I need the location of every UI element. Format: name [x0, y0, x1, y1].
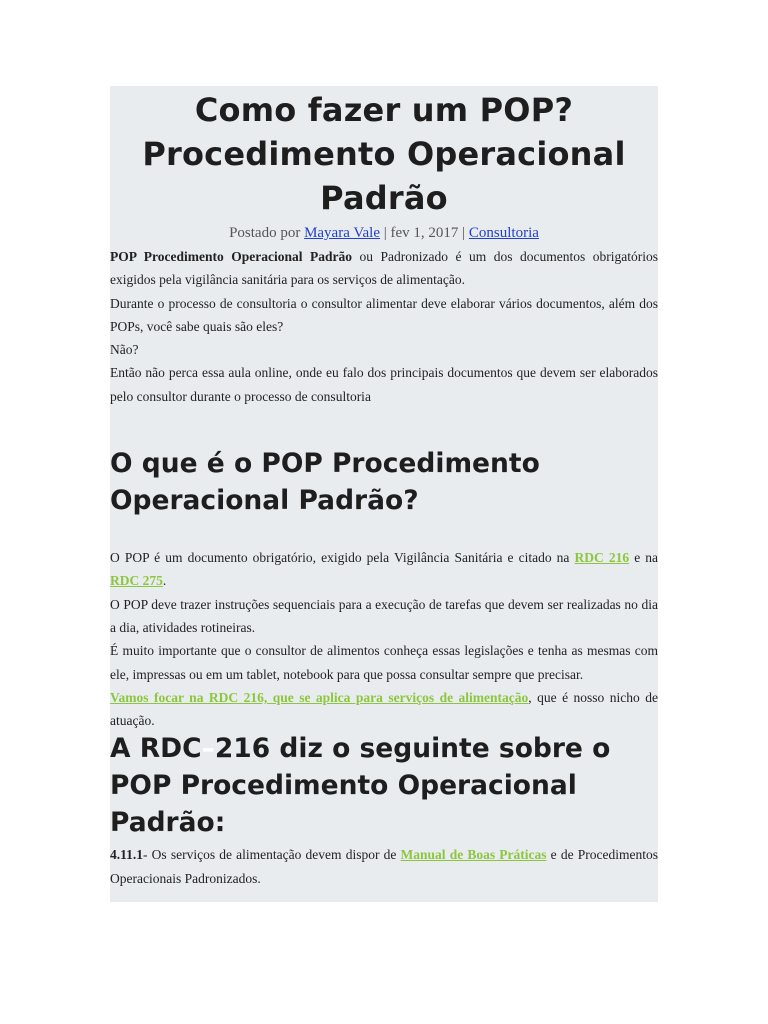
section2-heading-dash: –: [201, 733, 215, 765]
s2p1-bold: 4.11.1: [110, 847, 144, 863]
section1-heading-line-2: Operacional Padrão?: [110, 485, 419, 517]
s1p1-text-c: .: [162, 573, 167, 589]
section1-heading: [110, 445, 658, 519]
section1-paragraph-3: É muito importante que o consultor de alimentos conheça essas legislações e tenha as mesmas com ele, impressas ou em um tablet, notebook para que possa consultar sempre que precisar.: [110, 643, 658, 682]
meta-prefix: Postado por: [229, 225, 305, 241]
section2-heading-b: 216 diz o seguinte sobre o: [214, 733, 611, 765]
author-link[interactable]: Mayara Vale: [304, 225, 380, 241]
s2p1-text-b: e de Procedimentos Operacionais Padronizados.: [110, 847, 658, 886]
title-line-3: Padrão: [320, 179, 448, 217]
section1-paragraph-4: [110, 686, 658, 733]
section2-paragraph-1: [110, 843, 658, 890]
s1p1-text-b: e na: [629, 550, 659, 566]
section2-heading: [110, 730, 658, 841]
s1p4-text: , que é nosso nicho de atuação.: [110, 689, 658, 729]
intro-paragraph-1: [110, 245, 658, 292]
post-meta: [110, 223, 658, 243]
section1-paragraph-1: [110, 546, 658, 593]
rdc216-focus-link[interactable]: Vamos focar na RDC 216, que se aplica para serviços de alimentação: [110, 689, 529, 705]
category-link[interactable]: Consultoria: [468, 225, 539, 241]
rdc275-link[interactable]: RDC 275: [110, 573, 163, 589]
s1p1-text-a: O POP é um documento obrigatório, exigido pela Vigilância Sanitária e citado na: [110, 550, 575, 566]
section1-heading-line-1: O que é o POP Procedimento: [110, 448, 540, 480]
s2p1-text-a: - Os serviços de alimentação devem dispor de: [143, 847, 401, 863]
intro-text: ou Padronizado é um dos documentos obrigatórios exigidos pela vigilância sanitária para os serviços de alimentação.: [110, 249, 658, 288]
section2-heading-line-2: POP Procedimento Operacional: [110, 770, 577, 802]
title-line-1: Como fazer um POP?: [194, 91, 574, 129]
intro-paragraph-2: Durante o processo de consultoria o consultor alimentar deve elaborar vários documentos, além dos POPs, você sabe quais são eles?: [110, 295, 658, 334]
intro-bold: POP Procedimento Operacional Padrão: [110, 249, 352, 264]
section2-heading-line-3: Padrão:: [110, 807, 226, 839]
article: [110, 86, 658, 902]
section1-paragraph-2: O POP deve trazer instruções sequenciais para a execução de tarefas que devem ser realizadas no dia a dia, atividades rotineiras.: [110, 596, 658, 635]
intro-paragraph-3: Não?: [110, 342, 139, 358]
rdc216-link[interactable]: RDC 216: [574, 550, 630, 566]
meta-date: | fev 1, 2017 |: [380, 225, 469, 241]
manual-boas-praticas-link[interactable]: Manual de Boas Práticas: [400, 847, 547, 863]
page-title: [110, 86, 658, 220]
intro-paragraph-4: Então não perca essa aula online, onde eu falo dos principais documentos que devem ser elaborados pelo consultor durante o processo de consultoria: [110, 365, 658, 404]
title-line-2: Procedimento Operacional: [142, 135, 626, 173]
section2-heading-a: A RDC: [110, 733, 202, 765]
